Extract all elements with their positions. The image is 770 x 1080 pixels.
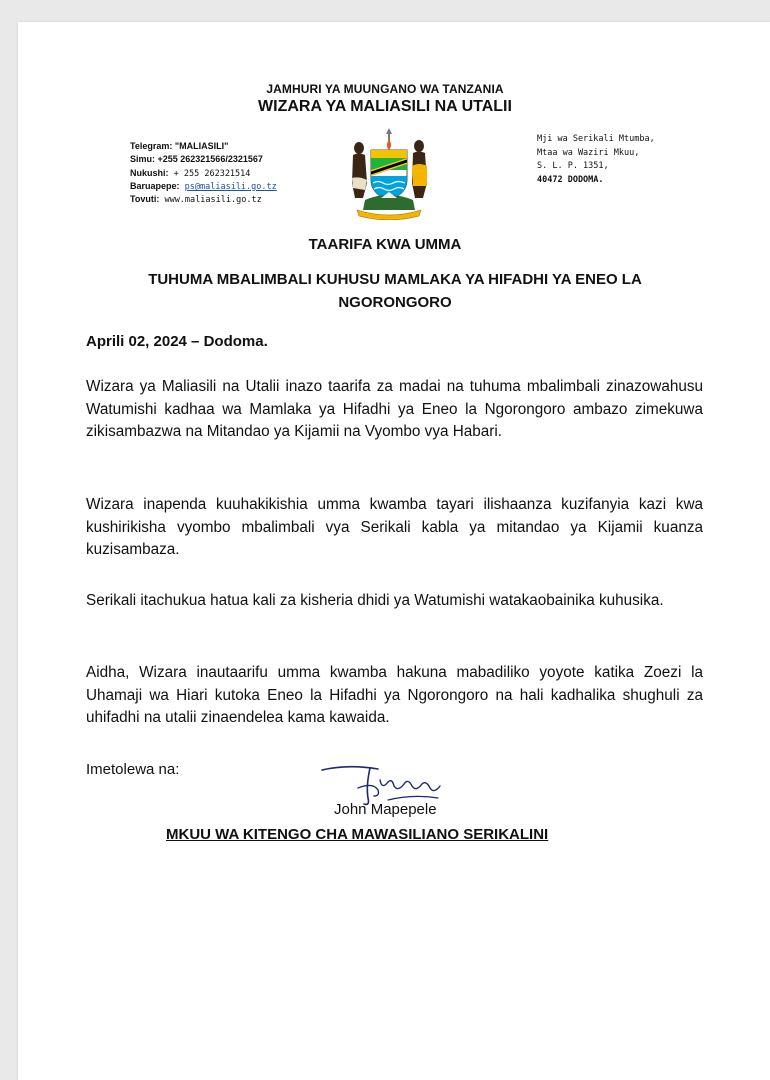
subject-heading	[80, 268, 710, 314]
subject-line-2: NGORONGORO	[338, 294, 452, 311]
tanzania-coat-of-arms-icon	[343, 128, 435, 220]
website-label: Tovuti:	[130, 194, 160, 205]
notice-type-title: TAARIFA KWA UMMA	[308, 236, 462, 253]
contact-block-right	[537, 133, 655, 187]
address-line-3: S. L. P. 1351,	[537, 161, 609, 171]
paragraph-1: Wizara ya Maliasili na Utalii inazo taarifa za madai na tuhuma mbalimbali zinazowahusu Watumishi kadhaa wa Mamlaka ya Hifadhi ya Eneo la Ngorongoro ambazo zimekuwa zikisambazwa na Mitandao ya Kijamii na Vyombo vya Habari.	[86, 378, 703, 440]
fax-value: + 255 262321514	[173, 168, 251, 179]
ministry-heading: WIZARA YA MALIASILI NA UTALII	[258, 98, 512, 115]
paragraph-2: Wizara inapenda kuuhakikishia umma kwamba tayari ilishaanza kuzifanyia kazi kwa kushirikisha vyombo mbalimbali vya Serikali kabla ya mitandao ya Kijamii kuanza kuzisambaza.	[86, 496, 703, 558]
telegram-line: Telegram: "MALIASILI"	[130, 141, 229, 151]
address-line-1: Mji wa Serikali Mtumba,	[537, 134, 655, 144]
subject-line-1: TUHUMA MBALIMBALI KUHUSU MAMLAKA YA HIFADHI YA ENEO LA	[148, 271, 642, 288]
phone-line: Simu: +255 262321566/2321567	[130, 154, 263, 165]
date-line: Aprili 02, 2024 – Dodoma.	[86, 333, 268, 350]
fax-label: Nukushi:	[130, 167, 169, 178]
contact-block-left	[130, 140, 277, 206]
signer-title: MKUU WA KITENGO CHA MAWASILIANO SERIKALINI	[166, 826, 549, 843]
email-label: Baruapepe:	[130, 180, 180, 191]
address-line-2: Mtaa wa Waziri Mkuu,	[537, 147, 640, 158]
website-value: www.maliasili.go.tz	[164, 195, 262, 206]
signer-name: John Mapepele	[334, 801, 437, 818]
republic-heading: JAMHURI YA MUUNGANO WA TANZANIA	[266, 82, 504, 96]
paragraph-3: Serikali itachukua hatua kali za kisheria dhidi ya Watumishi watakaobainika kuhusika.	[86, 592, 664, 609]
paragraph-4: Aidha, Wizara inautaarifu umma kwamba hakuna mabadiliko yoyote katika Zoezi la Uhamaji wa Hiari kutoka Eneo la Hifadhi ya Ngorongoro na hali kadhalika shughuli za uhifadhi na utalii zinaendelea kama kawaida.	[86, 664, 703, 726]
email-link[interactable]: ps@maliasili.go.tz	[184, 181, 277, 192]
issued-by-label: Imetolewa na:	[86, 761, 180, 778]
address-line-4: 40472 DODOMA.	[537, 174, 604, 185]
